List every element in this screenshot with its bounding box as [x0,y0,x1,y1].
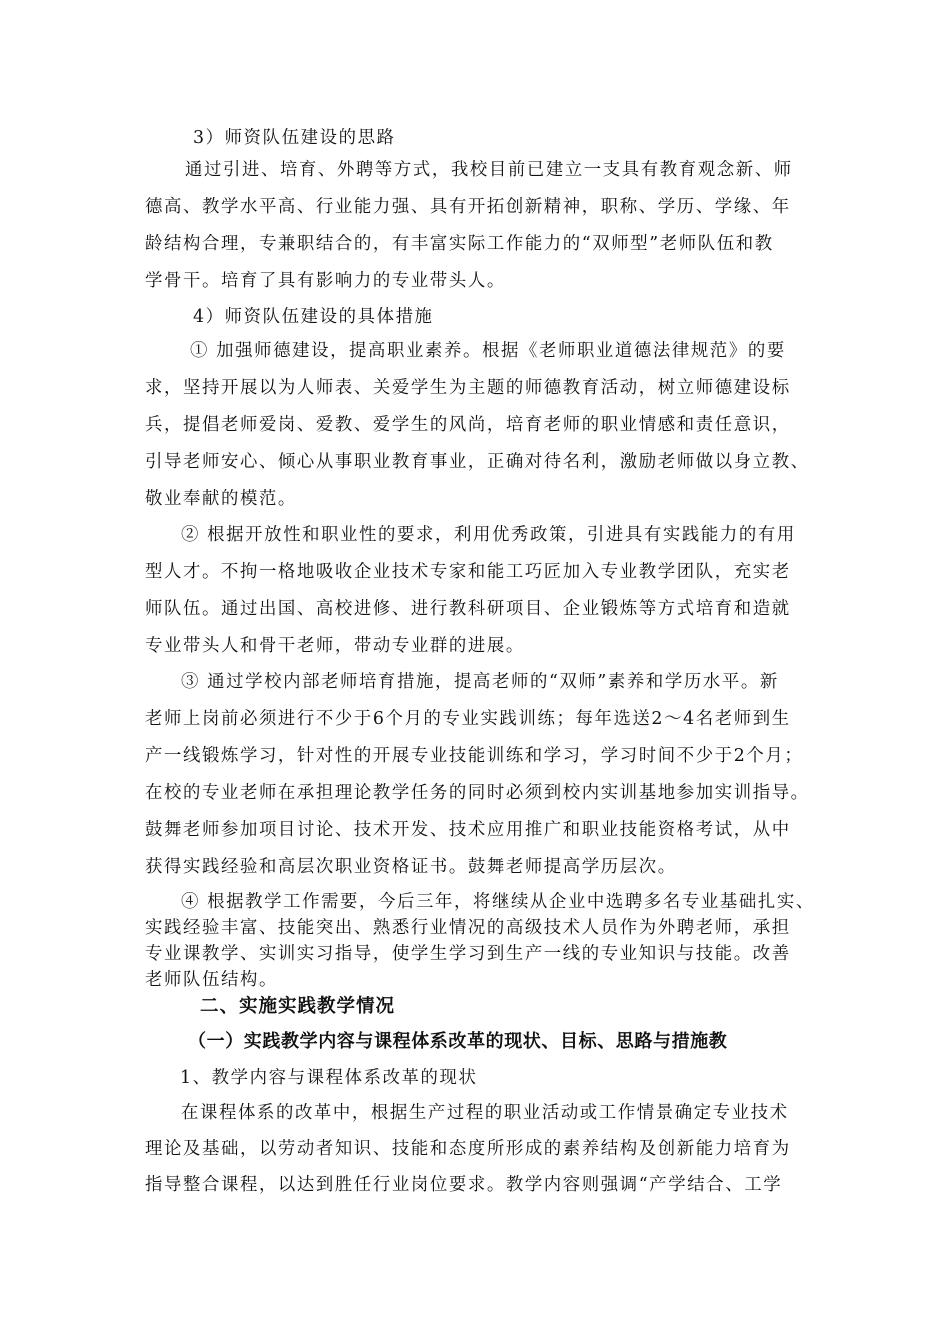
paragraph-line: 师队伍。通过出国、高校进修、进行教科研项目、企业锻炼等方式培育和造就 [145,599,791,619]
subheading-measures: 4）师资队伍建设的具体措施 [193,307,434,327]
subsection-heading: （一）实践教学内容与课程体系改革的现状、目标、思路与措施教 [188,1031,728,1052]
paragraph-line: 在校的专业老师在承担理论教学任务的同时必须到校内实训基地参加实训指导。 [145,783,810,803]
paragraph-line: 龄结构合理，专兼职结合的，有丰富实际工作能力的“双师型”老师队伍和教 [145,234,774,254]
paragraph-line: 在课程体系的改革中，根据生产过程的职业活动或工作情景确定专业技术 [181,1103,789,1123]
paragraph-line: 通过引进、培育、外聘等方式，我校目前已建立一支具有教育观念新、师 [185,160,793,180]
paragraph-line: 德高、教学水平高、行业能力强、具有开拓创新精神，职称、学历、学缘、年 [145,197,791,217]
paragraph-line: 求，坚持开展以为人师表、关爱学生为主题的师德教育活动，树立师德建设标 [145,378,791,398]
subheading-approach: 3）师资队伍建设的思路 [193,128,396,148]
paragraph-line: 老师上岗前必须进行不少于6个月的专业实践训练；每年选送2～4名老师到生 [145,709,791,729]
section-heading: 二、实施实践教学情况 [200,996,396,1017]
paragraph-line: ② 根据开放性和职业性的要求，利用优秀政策，引进具有实践能力的有用 [181,525,796,545]
paragraph-line: 理论及基础，以劳动者知识、技能和态度所形成的素养结构及创新能力培育为 [145,1139,791,1159]
paragraph-line: ① 加强师德建设，提高职业素养。根据《老师职业道德法律规范》的要 [190,341,786,361]
paragraph-line: 引导老师安心、倾心从事职业教育事业，正确对待名利，激励老师做以身立教、 [145,452,810,472]
paragraph-line: 产一线锻炼学习，针对性的开展专业技能训练和学习，学习时间不少于2个月； [145,746,804,766]
paragraph-line: 敬业奉献的模范。 [145,489,297,509]
paragraph-line: ④ 根据教学工作需要，今后三年，将继续从企业中选聘多名专业基础扎实、 [181,892,815,912]
paragraph-line: 指导整合课程，以达到胜任行业岗位要求。教学内容则强调“产学结合、工学 [145,1175,783,1195]
paragraph-line: 兵，提倡老师爱岗、爱教、爱学生的风尚，培育老师的职业情感和责任意识， [145,415,791,435]
subheading-current-status: 1、教学内容与课程体系改革的现状 [180,1068,478,1088]
paragraph-line: 专业带头人和骨干老师，带动专业群的进展。 [145,636,525,656]
paragraph-line: 专业课教学、实训实习指导，使学生学习到生产一线的专业知识与技能。改善 [145,944,791,964]
paragraph-line: 鼓舞老师参加项目讨论、技术开发、技术应用推广和职业技能资格考试，从中 [145,820,791,840]
paragraph-line: 学骨干。培育了具有影响力的专业带头人。 [145,271,506,291]
paragraph-line: 获得实践经验和高层次职业资格证书。鼓舞老师提高学历层次。 [145,857,677,877]
paragraph-line: 实践经验丰富、技能突出、熟悉行业情况的高级技术人员作为外聘老师，承担 [145,918,791,938]
paragraph-line: ③ 通过学校内部老师培育措施，提高老师的“双师”素养和学历水平。新 [181,672,779,692]
paragraph-line: 老师队伍结构。 [145,970,278,990]
paragraph-line: 型人才。不拘一格地吸收企业技术专家和能工巧匠加入专业教学团队，充实老 [145,562,791,582]
